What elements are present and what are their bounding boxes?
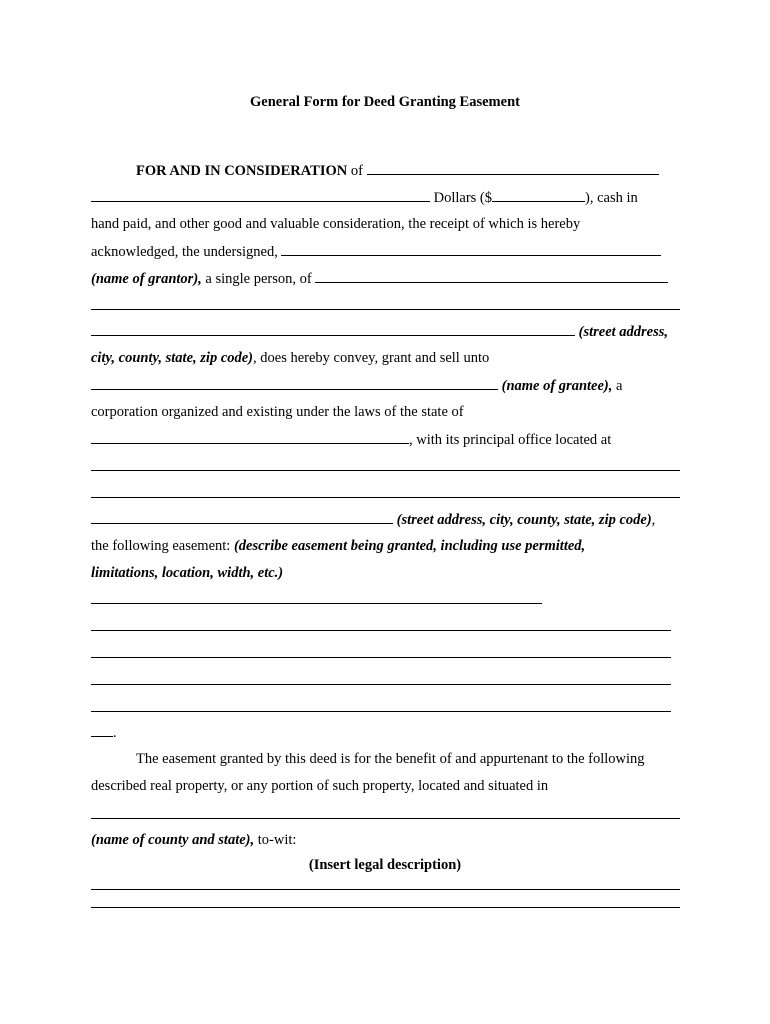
corporation-line: corporation organized and existing under the laws of the state of bbox=[91, 404, 464, 420]
grantor-address-blank-1[interactable] bbox=[315, 269, 668, 283]
insert-legal-description: (Insert legal description) bbox=[308, 857, 462, 873]
state-blank[interactable] bbox=[91, 430, 409, 444]
office-street-line bbox=[91, 510, 680, 528]
dollars-text: Dollars ($ bbox=[430, 190, 493, 206]
legal-description-blank-1[interactable] bbox=[91, 889, 680, 890]
of-text: of bbox=[347, 163, 367, 179]
easement-line bbox=[91, 537, 680, 555]
easement-description-blank-2[interactable] bbox=[91, 630, 671, 631]
office-address-blank-1[interactable] bbox=[91, 470, 680, 471]
limitations-line bbox=[91, 564, 680, 582]
consideration-heading: FOR AND IN CONSIDERATION bbox=[136, 163, 348, 179]
county-state-label: (name of county and state), bbox=[91, 832, 255, 848]
principal-office-text: , with its principal office located at bbox=[409, 432, 612, 448]
limitations-label: limitations, location, width, etc.) bbox=[91, 565, 284, 581]
consideration-line bbox=[136, 161, 680, 179]
acknowledged-line bbox=[91, 242, 680, 260]
grantee-a-text: a bbox=[612, 378, 623, 394]
single-person-text: a single person, of bbox=[201, 271, 316, 287]
acknowledged-text: acknowledged, the undersigned, bbox=[91, 244, 282, 260]
described-property-line: described real property, or any portion of such property, located and situated in bbox=[91, 778, 549, 794]
grantor-address-blank-3[interactable] bbox=[91, 322, 575, 336]
describe-easement-label: (describe easement being granted, including use permitted, bbox=[233, 538, 586, 554]
comma-text: , bbox=[651, 512, 656, 528]
grantee-line bbox=[91, 376, 680, 394]
grantee-label: (name of grantee), bbox=[498, 378, 613, 394]
short-blank-line bbox=[91, 723, 680, 741]
county-state-blank[interactable] bbox=[91, 818, 680, 819]
legal-description-blank-2[interactable] bbox=[91, 907, 680, 908]
grantee-name-blank[interactable] bbox=[91, 376, 498, 390]
street-address-line bbox=[91, 322, 680, 340]
hand-paid-line: hand paid, and other good and valuable consideration, the receipt of which is hereby bbox=[91, 216, 581, 232]
convey-line bbox=[91, 349, 680, 367]
grantor-line bbox=[91, 269, 680, 287]
easement-description-blank-1[interactable] bbox=[91, 603, 542, 604]
office-address-blank-2[interactable] bbox=[91, 497, 680, 498]
to-wit-text: to-wit: bbox=[254, 832, 297, 848]
easement-description-blank-5[interactable] bbox=[91, 711, 671, 712]
benefit-line: The easement granted by this deed is for the benefit of and appurtenant to the following bbox=[136, 751, 645, 767]
amount-number-blank[interactable] bbox=[492, 188, 585, 202]
easement-description-blank-6[interactable] bbox=[91, 723, 113, 737]
county-state-line bbox=[91, 831, 680, 849]
easement-description-blank-4[interactable] bbox=[91, 684, 671, 685]
amount-words-blank[interactable] bbox=[91, 188, 430, 202]
period-text: . bbox=[113, 725, 117, 741]
easement-description-blank-3[interactable] bbox=[91, 657, 671, 658]
dollars-line bbox=[91, 188, 680, 206]
grantor-label: (name of grantor), bbox=[91, 271, 202, 287]
office-address-blank-3[interactable] bbox=[91, 510, 393, 524]
grantor-name-blank[interactable] bbox=[281, 242, 661, 256]
convey-text: , does hereby convey, grant and sell unto bbox=[253, 350, 490, 366]
following-easement-text: the following easement: bbox=[91, 538, 234, 554]
cash-text: ), cash in bbox=[585, 190, 638, 206]
document-title: General Form for Deed Granting Easement bbox=[250, 94, 520, 110]
consideration-blank[interactable] bbox=[367, 161, 659, 175]
city-county-label: city, county, state, zip code) bbox=[91, 350, 254, 366]
grantor-address-blank-2[interactable] bbox=[91, 309, 680, 310]
state-line bbox=[91, 430, 680, 448]
office-address-label: (street address, city, county, state, zip code) bbox=[393, 512, 652, 528]
street-address-label: (street address, bbox=[575, 324, 669, 340]
